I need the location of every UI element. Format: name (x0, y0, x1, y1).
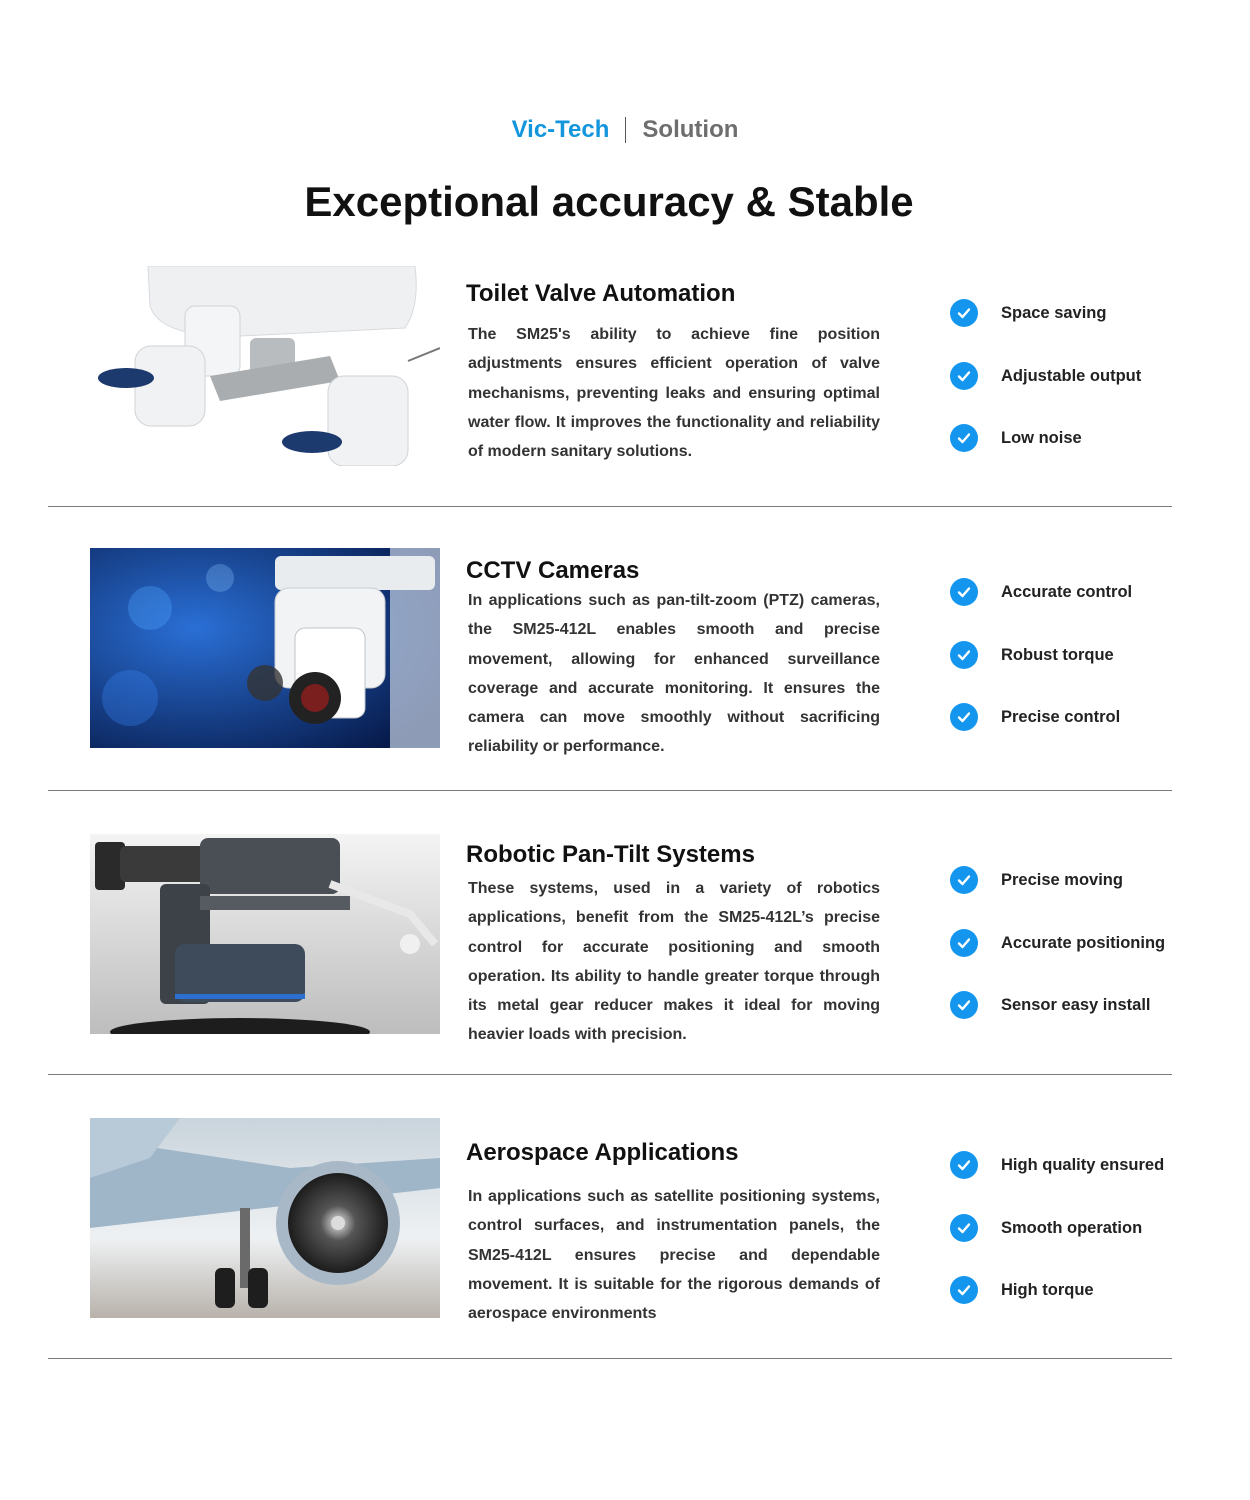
section-description: The SM25's ability to achieve fine position adjustments ensures efficient operation of valve mechanisms, preventing leaks and ensuring optimal water flow. It improves the functionality and reliability of modern sanitary solutions. (468, 326, 880, 461)
check-icon (950, 1151, 978, 1179)
check-icon (950, 362, 978, 390)
feature-label: High torque (1001, 1280, 1094, 1299)
feature-item (950, 577, 1132, 607)
feature-label: High quality ensured (1001, 1155, 1165, 1174)
feature-label: Low noise (1001, 428, 1082, 447)
section-title: CCTV Cameras (466, 557, 640, 584)
feature-item (950, 298, 1106, 328)
brand-header (0, 116, 1250, 144)
brand-name: Vic-Tech (511, 116, 610, 143)
section-title: Robotic Pan-Tilt Systems (466, 841, 755, 868)
check-icon (950, 424, 978, 452)
feature-label: Adjustable output (1001, 366, 1142, 385)
check-icon (950, 1276, 978, 1304)
check-icon (950, 929, 978, 957)
check-icon (950, 1214, 978, 1242)
feature-label: Precise control (1001, 707, 1121, 726)
toilet-valve-illustration (90, 266, 440, 466)
section-title: Toilet Valve Automation (466, 280, 736, 307)
cctv-camera-illustration (90, 548, 440, 748)
feature-label: Robust torque (1001, 645, 1114, 664)
section-description: These systems, used in a variety of robotics applications, benefit from the SM25-412L’s precise control for accurate positioning and smooth operation. Its ability to handle greater torque through its metal gear reducer makes it ideal for moving heavier loads with precision. (468, 880, 880, 1044)
robotic-pan-tilt-image (90, 834, 440, 1034)
feature-label: Precise moving (1001, 870, 1123, 889)
section-divider (48, 1074, 1172, 1075)
brand-divider (625, 117, 626, 143)
feature-item (950, 1150, 1164, 1180)
feature-item (950, 1275, 1094, 1305)
aerospace-image (90, 1118, 440, 1318)
section-divider (48, 1358, 1172, 1359)
check-icon (950, 641, 978, 669)
feature-item (950, 361, 1141, 391)
feature-item (950, 702, 1120, 732)
feature-item (950, 1213, 1142, 1243)
check-icon (950, 578, 978, 606)
feature-item (950, 865, 1123, 895)
check-icon (950, 703, 978, 731)
robotic-pan-tilt-illustration (90, 834, 440, 1034)
section-divider (48, 506, 1172, 507)
section-title: Aerospace Applications (466, 1139, 739, 1166)
aerospace-illustration (90, 1118, 440, 1318)
brand-subtitle: Solution (642, 116, 739, 143)
feature-item (950, 990, 1151, 1020)
check-icon (950, 991, 978, 1019)
check-icon (950, 299, 978, 327)
feature-item (950, 640, 1114, 670)
cctv-camera-image (90, 548, 440, 748)
feature-item (950, 928, 1165, 958)
feature-label: Smooth operation (1001, 1218, 1143, 1237)
section-description: In applications such as satellite positioning systems, control surfaces, and instrumentation panels, the SM25-412L ensures precise and dependable movement. It is suitable for the rigorous demands of aerospace environments (468, 1188, 880, 1323)
feature-label: Sensor easy install (1001, 995, 1151, 1014)
toilet-valve-image (90, 266, 440, 466)
feature-item (950, 423, 1082, 453)
section-divider (48, 790, 1172, 791)
feature-label: Space saving (1001, 303, 1107, 322)
feature-label: Accurate control (1001, 582, 1133, 601)
feature-label: Accurate positioning (1001, 933, 1166, 952)
page-headline: Exceptional accuracy & Stable (304, 178, 914, 225)
section-description: In applications such as pan-tilt-zoom (PTZ) cameras, the SM25-412L enables smooth and precise movement, allowing for enhanced surveillance coverage and accurate monitoring. It ensures the camera can move smoothly without sacrificing reliability or performance. (468, 592, 880, 756)
check-icon (950, 866, 978, 894)
